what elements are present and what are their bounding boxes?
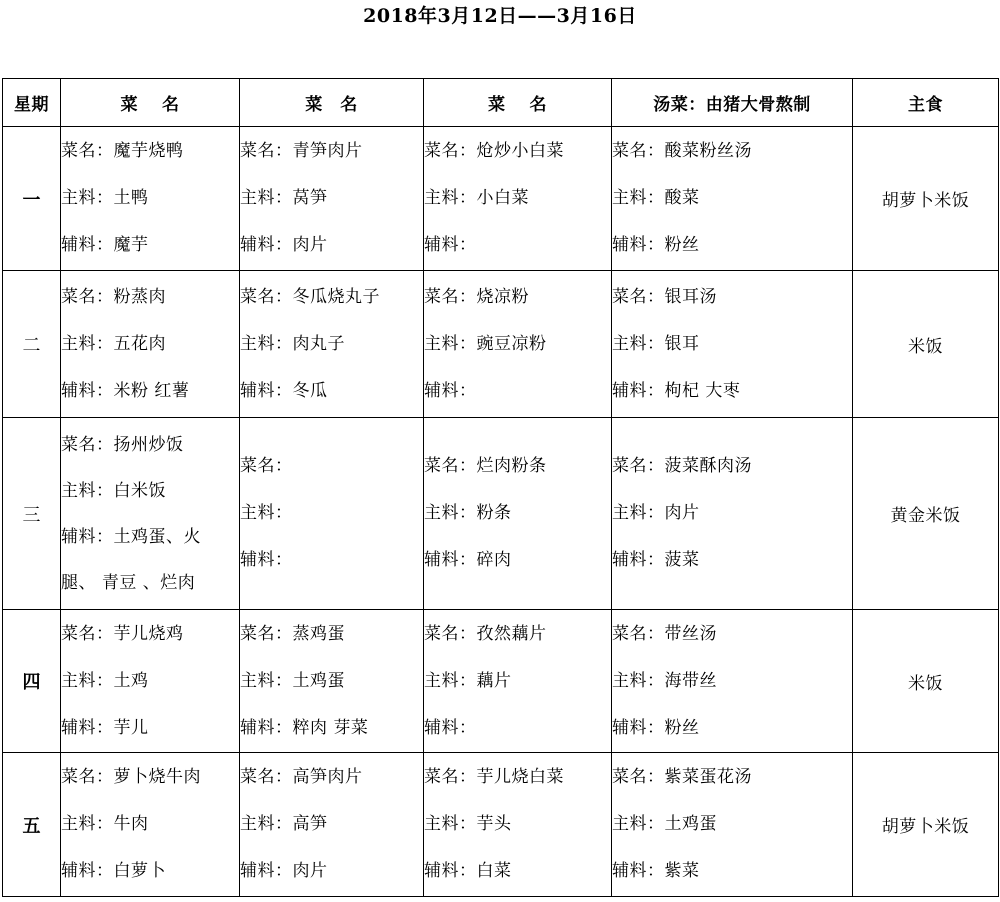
table-row <box>3 271 999 418</box>
dish-line: 菜名：烂肉粉条 <box>424 456 547 476</box>
dish-line: 主料：土鸭 <box>61 188 149 208</box>
table-row <box>3 610 999 753</box>
header-dish-1: 菜 名 <box>61 79 240 127</box>
soup-line: 菜名：带丝汤 <box>612 623 717 644</box>
dish-cell <box>424 418 612 610</box>
dish-line: 辅料： <box>424 717 477 738</box>
staple-cell: 胡萝卜米饭 <box>853 127 999 271</box>
dish-line: 主料：粉条 <box>424 503 512 523</box>
table-row <box>3 418 999 610</box>
table-row <box>3 753 999 897</box>
dish-line: 菜名：蒸鸡蛋 <box>240 623 345 644</box>
soup-cell <box>612 753 853 897</box>
soup-line: 主料：海带丝 <box>612 670 717 691</box>
dish-line: 主料：藕片 <box>424 670 512 691</box>
dish-line: 辅料： <box>424 235 477 255</box>
header-dish-3: 菜 名 <box>424 79 612 127</box>
dish-line: 主料：肉丸子 <box>240 333 345 354</box>
dish-line: 辅料：肉片 <box>240 235 328 255</box>
dish-line: 主料：白米饭 <box>61 480 166 501</box>
dish-cell <box>240 418 424 610</box>
dish-cell <box>240 127 424 271</box>
dish-line: 菜名：芋儿烧白菜 <box>424 767 564 787</box>
soup-line: 辅料：枸杞 大枣 <box>612 380 741 401</box>
dish-line: 主料：莴笋 <box>240 188 328 208</box>
staple-cell: 米饭 <box>853 610 999 753</box>
soup-cell <box>612 127 853 271</box>
day-cell: 一 <box>3 127 61 271</box>
soup-line: 辅料：粉丝 <box>612 235 700 255</box>
dish-line: 菜名：孜然藕片 <box>424 623 547 644</box>
dish-line: 主料：高笋 <box>240 814 328 834</box>
dish-line: 菜名：烧凉粉 <box>424 286 529 307</box>
dish-line: 辅料：魔芋 <box>61 235 149 255</box>
header-dish-2: 菜 名 <box>240 79 424 127</box>
dish-line: 菜名：高笋肉片 <box>240 767 363 787</box>
dish-line: 主料：牛肉 <box>61 814 149 834</box>
dish-line: 主料：小白菜 <box>424 188 529 208</box>
dish-line: 主料：土鸡 <box>61 670 149 691</box>
dish-cell <box>424 753 612 897</box>
soup-line: 辅料：菠菜 <box>612 550 700 570</box>
dish-line: 菜名：萝卜烧牛肉 <box>61 767 201 787</box>
day-cell: 二 <box>3 271 61 418</box>
day-cell: 五 <box>3 753 61 897</box>
dish-line: 辅料：米粉 红薯 <box>61 380 190 401</box>
table-row <box>3 127 999 271</box>
dish-line: 菜名：青笋肉片 <box>240 141 363 161</box>
day-cell: 三 <box>3 418 61 610</box>
dish-cell <box>61 127 240 271</box>
dish-line: 菜名：冬瓜烧丸子 <box>240 286 380 307</box>
header-day: 星期 <box>3 79 61 127</box>
dish-line: 辅料：肉片 <box>240 861 328 881</box>
dish-cell <box>240 610 424 753</box>
header-row <box>3 79 999 127</box>
staple-cell: 黄金米饭 <box>853 418 999 610</box>
header-staple: 主食 <box>853 79 999 127</box>
soup-line: 主料：土鸡蛋 <box>612 814 717 834</box>
soup-line: 菜名：银耳汤 <box>612 286 717 307</box>
soup-line: 辅料：粉丝 <box>612 717 700 738</box>
dish-line: 主料：五花肉 <box>61 333 166 354</box>
soup-line: 主料：肉片 <box>612 503 700 523</box>
soup-line: 菜名：菠菜酥肉汤 <box>612 456 752 476</box>
soup-line: 菜名：紫菜蛋花汤 <box>612 767 752 787</box>
dish-cell <box>61 271 240 418</box>
soup-cell <box>612 418 853 610</box>
dish-cell <box>424 127 612 271</box>
staple-cell: 胡萝卜米饭 <box>853 753 999 897</box>
staple-cell: 米饭 <box>853 271 999 418</box>
dish-line: 辅料：碎肉 <box>424 550 512 570</box>
dish-line: 菜名： <box>240 456 293 476</box>
dish-line: 辅料：白萝卜 <box>61 861 166 881</box>
dish-line: 菜名：芋儿烧鸡 <box>61 623 184 644</box>
dish-line: 主料：豌豆凉粉 <box>424 333 547 354</box>
dish-line: 菜名：扬州炒饭 <box>61 434 184 455</box>
dish-cell <box>240 271 424 418</box>
dish-cell <box>61 610 240 753</box>
dish-line: 辅料：白菜 <box>424 861 512 881</box>
dish-line: 主料：芋头 <box>424 814 512 834</box>
page-title: 2018年3月12日——3月16日 <box>363 5 637 27</box>
dish-line: 主料： <box>240 503 293 523</box>
dish-line: 辅料：粹肉 芽菜 <box>240 717 369 738</box>
day-cell: 四 <box>3 610 61 753</box>
dish-line: 菜名：炝炒小白菜 <box>424 141 564 161</box>
soup-line: 主料：银耳 <box>612 333 700 354</box>
dish-line: 主料：土鸡蛋 <box>240 670 345 691</box>
dish-line: 菜名：粉蒸肉 <box>61 286 166 307</box>
header-soup: 汤菜：由猪大骨熬制 <box>612 79 853 127</box>
soup-line: 辅料：紫菜 <box>612 861 700 881</box>
soup-line: 主料：酸菜 <box>612 188 700 208</box>
dish-line: 辅料：土鸡蛋、火 <box>61 526 201 547</box>
weekly-menu-table <box>2 78 999 897</box>
dish-cell <box>424 610 612 753</box>
soup-cell <box>612 610 853 753</box>
dish-line: 腿、 青豆 、烂肉 <box>61 572 196 593</box>
dish-cell <box>61 418 240 610</box>
dish-line: 辅料： <box>424 380 477 401</box>
dish-cell <box>240 753 424 897</box>
dish-line: 辅料： <box>240 550 293 570</box>
dish-line: 菜名：魔芋烧鸭 <box>61 141 184 161</box>
dish-line: 辅料：冬瓜 <box>240 380 328 401</box>
dish-cell <box>61 753 240 897</box>
dish-line: 辅料：芋儿 <box>61 717 149 738</box>
dish-cell <box>424 271 612 418</box>
soup-line: 菜名：酸菜粉丝汤 <box>612 141 752 161</box>
soup-cell <box>612 271 853 418</box>
